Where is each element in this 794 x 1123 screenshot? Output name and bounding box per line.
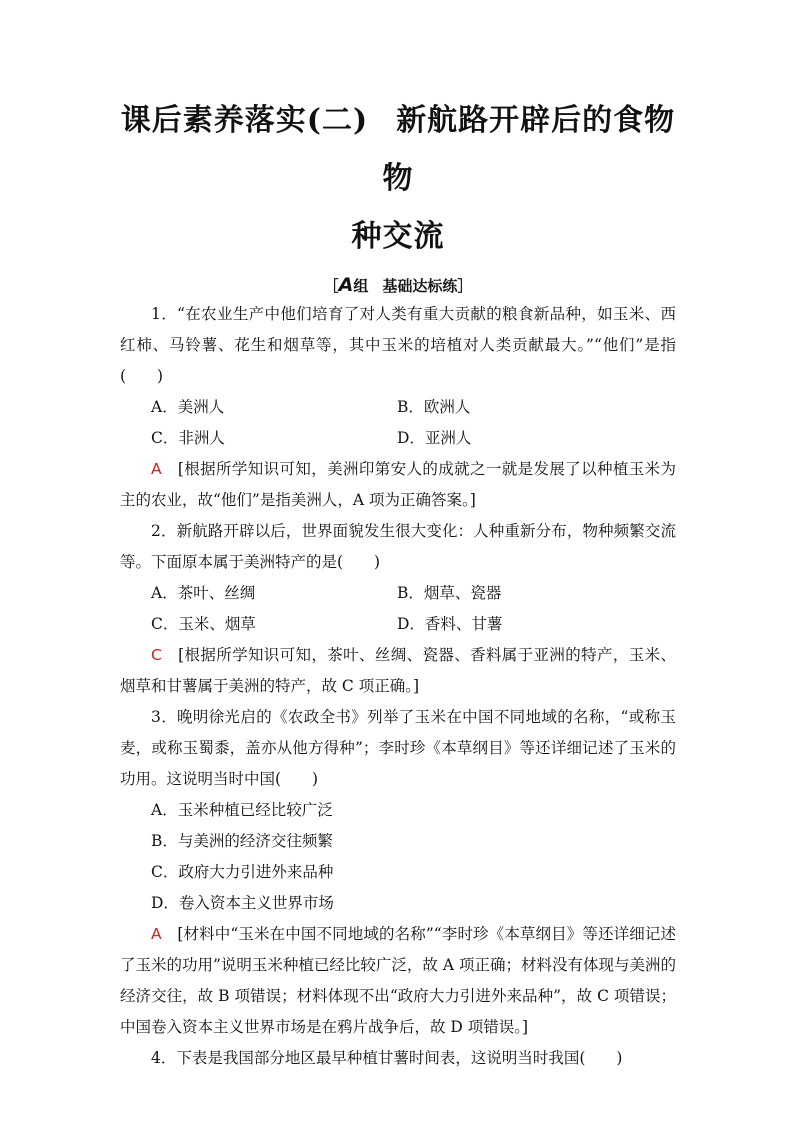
question-2-stem: 2．新航路开辟以后，世界面貌发生很大变化：人种重新分布，物种频繁交流等。下面原本属于美洲特产的是( ) bbox=[120, 522, 676, 571]
option-c: C．非洲人 bbox=[151, 429, 225, 447]
option-c: C．玉米、烟草 bbox=[151, 615, 256, 633]
title-part-2: 新航路开辟后的食物物 bbox=[382, 103, 676, 196]
question-2-answer bbox=[120, 640, 676, 702]
option-d: D．亚洲人 bbox=[397, 429, 472, 447]
answer-explanation: [根据所学知识可知，美洲印第安人的成就之一就是发展了以种植玉米为主的农业，故“他们”是指美洲人，A 项为正确答案。] bbox=[120, 460, 676, 509]
option-a: A．玉米种植已经比较广泛 bbox=[151, 801, 333, 819]
question-1-answer bbox=[120, 454, 676, 516]
option-d: D．卷入资本主义世界市场 bbox=[151, 894, 334, 912]
option-b: B．与美洲的经济交往频繁 bbox=[151, 832, 333, 850]
answer-explanation: [根据所学知识可知，茶叶、丝绸、瓷器、香料属于亚洲的特产，玉米、烟草和甘薯属于美洲的特产，故 C 项正确。] bbox=[120, 646, 676, 695]
option-a: A．茶叶、丝绸 bbox=[151, 584, 256, 602]
answer-letter: A bbox=[151, 925, 162, 943]
question-4-stem: 4．下表是我国部分地区最早种植甘薯时间表，这说明当时我国( ) bbox=[151, 1049, 623, 1067]
bracket-close: ］ bbox=[457, 277, 473, 295]
answer-letter: C bbox=[151, 646, 162, 664]
option-b: B．欧洲人 bbox=[397, 398, 471, 416]
question-1-options bbox=[120, 392, 676, 454]
option-c: C．政府大力引进外来品种 bbox=[151, 863, 334, 881]
page-title bbox=[120, 92, 676, 266]
group-word: 组 bbox=[353, 277, 369, 295]
title-part-1: 课后素养落实(二) bbox=[120, 103, 369, 138]
question-3-answer bbox=[120, 919, 676, 1043]
option-d: D．香料、甘薯 bbox=[397, 615, 503, 633]
group-letter: A bbox=[338, 274, 354, 296]
option-b: B．烟草、瓷器 bbox=[397, 584, 502, 602]
option-a: A．美洲人 bbox=[151, 398, 225, 416]
question-3-stem: 3．晚明徐光启的《农政全书》列举了玉米在中国不同地域的名称，“或称玉麦，或称玉蜀黍，盖亦从他方得种”；李时珍《本草纲目》等还详细记述了玉米的功用。这说明当时中国( ) bbox=[120, 708, 676, 788]
question-1-stem: 1．“在农业生产中他们培育了对人类有重大贡献的粮食新品种，如玉米、西红柿、马铃薯、花生和烟草等，其中玉米的培植对人类贡献最大。”“他们”是指( ) bbox=[120, 305, 676, 385]
group-text: 基础达标练 bbox=[382, 277, 458, 295]
section-label bbox=[120, 272, 676, 299]
question-2-options bbox=[120, 578, 676, 640]
answer-explanation: [材料中“玉米在中国不同地域的名称”“李时珍《本草纲目》等还详细记述了玉米的功用”说明玉米种植已经比较广泛，故 A 项正确；材料没有体现与美洲的经济交往，故 B 项错误；材料体现不出“政府大力引进外来品种”，故 C 项错误；中国卷入资本主义世界市场是在鸦片战争后，故 D 项错误。] bbox=[120, 925, 676, 1036]
bracket-open: ［ bbox=[323, 277, 339, 295]
title-part-3: 种交流 bbox=[351, 219, 445, 254]
answer-letter: A bbox=[151, 460, 162, 478]
